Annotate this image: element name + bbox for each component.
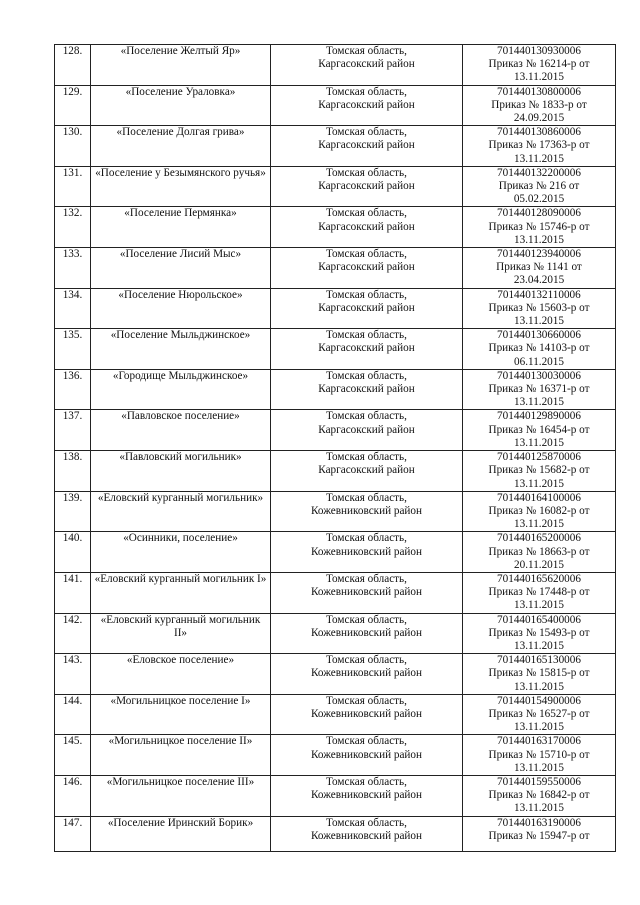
table-row [55,491,616,532]
location-cell [271,288,463,329]
object-name-cell: «Поселение Желтый Яр» [91,45,271,86]
table-row [55,329,616,370]
object-name-cell: «Поселение Лисий Мыс» [91,248,271,289]
order-reference-line: 13.11.2015 [514,152,564,165]
object-name-cell: «Еловский курганный могильник II» [91,613,271,654]
table-row [55,85,616,126]
location-line: Томская область, [326,85,407,98]
table-row [55,816,616,851]
location-line: Каргасокский район [318,139,415,152]
object-name-cell: «Могильницкое поселение I» [91,694,271,735]
register-number-cell [463,45,616,86]
table-row [55,735,616,776]
order-reference-line: Приказ № 1833-р от [491,98,587,111]
location-cell [271,532,463,573]
register-number-cell [463,451,616,492]
location-line: Кожевниковский район [311,748,422,761]
register-number: 701440154900006 [497,694,581,707]
order-reference-line: 13.11.2015 [514,639,564,652]
register-number-cell [463,207,616,248]
register-number: 701440165200006 [497,532,581,545]
location-line: Каргасокский район [318,180,415,193]
register-number-cell [463,532,616,573]
location-cell [271,410,463,451]
row-number-cell: 141. [55,572,91,613]
object-name-cell: «Могильницкое поселение II» [91,735,271,776]
order-reference-line: Приказ № 15682-р от [488,464,590,477]
location-cell [271,207,463,248]
register-number: 701440125870006 [497,451,581,464]
object-name-cell: «Поселение Иринский Борик» [91,816,271,851]
order-reference-line: 13.11.2015 [514,518,564,531]
register-number: 701440130800006 [497,85,581,98]
row-number-cell: 135. [55,329,91,370]
location-line: Каргасокский район [318,261,415,274]
order-reference-line: Приказ № 17363-р от [488,139,590,152]
object-name-cell: «Осинники, поселение» [91,532,271,573]
location-cell [271,735,463,776]
table-row [55,410,616,451]
register-number: 701440123940006 [497,248,581,261]
row-number-cell: 143. [55,654,91,695]
location-line: Каргасокский район [318,58,415,71]
row-number-cell: 138. [55,451,91,492]
order-reference-line: 13.11.2015 [514,680,564,693]
order-reference-line: Приказ № 18663-р от [488,545,590,558]
location-line: Томская область, [326,775,407,788]
location-line: Кожевниковский район [311,667,422,680]
row-number-cell: 140. [55,532,91,573]
location-cell [271,451,463,492]
object-name-cell: «Поселение Ураловка» [91,85,271,126]
object-name-cell: «Еловское поселение» [91,654,271,695]
register-number-cell [463,491,616,532]
object-name-cell: «Поселение Мыльджинское» [91,329,271,370]
location-line: Кожевниковский район [311,707,422,720]
table-row [55,369,616,410]
location-line: Томская область, [326,451,407,464]
table-row [55,613,616,654]
order-reference-line: Приказ № 14103-р от [488,342,590,355]
object-name-cell: «Городище Мыльджинское» [91,369,271,410]
register-number: 701440132200006 [497,166,581,179]
location-cell [271,45,463,86]
register-number: 701440165130006 [497,654,581,667]
location-line: Томская область, [326,654,407,667]
order-reference-line: 20.11.2015 [514,558,564,571]
object-name-cell: «Павловское поселение» [91,410,271,451]
row-number-cell: 146. [55,775,91,816]
register-number: 701440165400006 [497,613,581,626]
register-number: 701440163170006 [497,735,581,748]
location-line: Каргасокский район [318,423,415,436]
register-number: 701440130860006 [497,126,581,139]
location-cell [271,85,463,126]
location-line: Томская область, [326,694,407,707]
table-row [55,572,616,613]
location-cell [271,248,463,289]
register-number-cell [463,654,616,695]
location-line: Каргасокский район [318,98,415,111]
location-line: Томская область, [326,207,407,220]
register-number-cell [463,166,616,207]
object-name-cell: «Еловский курганный могильник» [91,491,271,532]
order-reference-line: 13.11.2015 [514,396,564,409]
table-row [55,248,616,289]
register-number-cell [463,288,616,329]
order-reference-line: Приказ № 16082-р от [488,504,590,517]
row-number-cell: 137. [55,410,91,451]
location-line: Томская область, [326,735,407,748]
location-cell [271,654,463,695]
order-reference-line: Приказ № 16214-р от [488,58,590,71]
order-reference-line: Приказ № 15947-р от [488,829,590,842]
table-row [55,166,616,207]
location-line: Каргасокский район [318,301,415,314]
order-reference-line: 23.04.2015 [513,274,565,287]
register-number-cell [463,816,616,851]
location-cell [271,491,463,532]
order-reference-line: 13.11.2015 [514,233,564,246]
row-number-cell: 130. [55,126,91,167]
location-cell [271,369,463,410]
row-number-cell: 145. [55,735,91,776]
location-line: Каргасокский район [318,342,415,355]
row-number-cell: 131. [55,166,91,207]
location-line: Каргасокский район [318,383,415,396]
location-line: Кожевниковский район [311,504,422,517]
location-line: Томская область, [326,248,407,261]
order-reference-line: 13.11.2015 [514,721,564,734]
table-row [55,532,616,573]
register-number-cell [463,775,616,816]
order-reference-line: 13.11.2015 [514,315,564,328]
location-line: Томская область, [326,126,407,139]
location-line: Томская область, [326,532,407,545]
row-number-cell: 147. [55,816,91,851]
location-line: Томская область, [326,166,407,179]
register-number: 701440132110006 [497,288,581,301]
table-row [55,451,616,492]
table-row [55,654,616,695]
order-reference-line: Приказ № 16842-р от [488,789,590,802]
order-reference-line: 13.11.2015 [514,599,564,612]
location-cell [271,694,463,735]
table-row [55,45,616,86]
register-number: 701440164100006 [497,491,581,504]
register-number: 701440159550006 [497,775,581,788]
order-reference-line: Приказ № 15746-р от [488,220,590,233]
register-number: 701440163190006 [497,816,581,829]
location-line: Томская область, [326,613,407,626]
row-number-cell: 142. [55,613,91,654]
object-name-cell: «Поселение Пермянка» [91,207,271,248]
register-number-cell [463,85,616,126]
order-reference-line: 13.11.2015 [514,71,564,84]
register-number-cell [463,329,616,370]
location-line: Томская область, [326,369,407,382]
register-number: 701440130660006 [497,329,581,342]
location-line: Томская область, [326,816,407,829]
row-number-cell: 134. [55,288,91,329]
order-reference-line: 13.11.2015 [514,802,564,815]
object-name-cell: «Еловский курганный могильник I» [91,572,271,613]
heritage-objects-table [54,44,616,852]
row-number-cell: 129. [55,85,91,126]
object-name-cell: «Могильницкое поселение III» [91,775,271,816]
location-cell [271,572,463,613]
object-name-cell: «Поселение Нюрольское» [91,288,271,329]
object-name-cell: «Павловский могильник» [91,451,271,492]
order-reference-line: 13.11.2015 [514,436,564,449]
register-number-cell [463,369,616,410]
order-reference-line: Приказ № 16454-р от [488,423,590,436]
order-reference-line: Приказ № 15815-р от [488,667,590,680]
row-number-cell: 128. [55,45,91,86]
register-number-cell [463,126,616,167]
location-line: Кожевниковский район [311,626,422,639]
order-reference-line: 13.11.2015 [514,477,564,490]
location-line: Кожевниковский район [311,586,422,599]
location-line: Каргасокский район [318,220,415,233]
register-number-cell [463,613,616,654]
object-name-cell: «Поселение у Безымянского ручья» [91,166,271,207]
order-reference-line: Приказ № 17448-р от [488,586,590,599]
register-number: 701440129890006 [497,410,581,423]
register-number-cell [463,572,616,613]
row-number-cell: 139. [55,491,91,532]
order-reference-line: 06.11.2015 [514,355,564,368]
table-body [55,45,616,852]
register-number: 701440130930006 [497,45,581,57]
register-number-cell [463,410,616,451]
location-line: Томская область, [326,45,407,57]
location-line: Томская область, [326,329,407,342]
order-reference-line: Приказ № 15603-р от [488,301,590,314]
object-name-cell: «Поселение Долгая грива» [91,126,271,167]
table-row [55,207,616,248]
order-reference-line: Приказ № 216 от [498,180,580,193]
location-line: Томская область, [326,572,407,585]
location-cell [271,816,463,851]
location-cell [271,775,463,816]
location-line: Томская область, [326,491,407,504]
location-cell [271,613,463,654]
location-line: Кожевниковский район [311,789,422,802]
order-reference-line: 05.02.2015 [513,193,565,206]
register-number: 701440130030006 [497,369,581,382]
register-number-cell [463,248,616,289]
row-number-cell: 136. [55,369,91,410]
order-reference-line: Приказ № 16527-р от [488,707,590,720]
register-number-cell [463,694,616,735]
order-reference-line: Приказ № 16371-р от [488,383,590,396]
location-cell [271,329,463,370]
order-reference-line: 24.09.2015 [513,112,565,125]
table-row [55,694,616,735]
order-reference-line: Приказ № 15493-р от [488,626,590,639]
row-number-cell: 144. [55,694,91,735]
location-cell [271,126,463,167]
table-row [55,775,616,816]
location-line: Кожевниковский район [311,545,422,558]
location-cell [271,166,463,207]
row-number-cell: 133. [55,248,91,289]
register-number: 701440128090006 [497,207,581,220]
table-row [55,288,616,329]
register-number-cell [463,735,616,776]
location-line: Томская область, [326,410,407,423]
table-row [55,126,616,167]
order-reference-line: Приказ № 1141 от [496,261,582,274]
location-line: Томская область, [326,288,407,301]
row-number-cell: 132. [55,207,91,248]
order-reference-line: Приказ № 15710-р от [488,748,590,761]
order-reference-line: 13.11.2015 [514,761,564,774]
register-number: 701440165620006 [497,572,581,585]
location-line: Кожевниковский район [311,829,422,842]
location-line: Каргасокский район [318,464,415,477]
